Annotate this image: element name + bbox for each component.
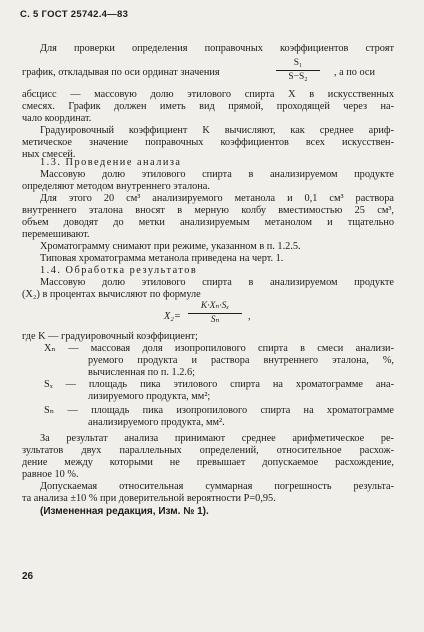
para3-line6: перемешивают. — [22, 229, 90, 240]
where-k: где K — градуировочный коэффициент; — [22, 331, 198, 342]
formula-fraction — [188, 301, 242, 326]
where-sn-line1: Sₙ — площадь пика изопропилового спирта на хроматограмме — [44, 405, 394, 416]
para2-line2: метическое значение поправочных коэффициентов всех искусствен- — [22, 137, 394, 148]
para3-line1: Массовую долю этилового спирта в анализируемом продукте — [40, 169, 394, 180]
para4-line2: (X₂) в процентах вычисляют по формуле — [22, 289, 201, 300]
para1-line2b: , а по оси — [334, 67, 376, 78]
formula-denominator: Sₙ — [210, 315, 220, 325]
para2-line3: ных смесей. — [22, 149, 76, 160]
where-sx-line2: лизируемого продукта, мм²; — [88, 391, 211, 402]
para5-line4: равное 10 %. — [22, 469, 79, 480]
fraction-s1 — [276, 58, 320, 83]
para5-line6: та анализа ±10 % при доверительной вероятности P=0,95. — [22, 493, 276, 504]
para3-line7: Хроматограмму снимают при режиме, указанном в п. 1.2.5. — [40, 241, 301, 252]
para2-line1: Градуировочный коэффициент K вычисляют, как среднее ариф- — [40, 125, 394, 136]
where-xn-line2: руемого продукта и раствора внутреннего эталона, %, — [88, 355, 394, 366]
section-1-4-heading: 1.4. Обработка результатов — [40, 265, 198, 276]
para1-line4: смесях. График должен иметь вид прямой, проходящей через на- — [22, 101, 394, 112]
para1-line3: абсцисс — массовую долю этилового спирта X в искусственных — [22, 89, 394, 100]
para5-line3: дение между которыми не превышает допускаемое расхождение, — [22, 457, 394, 468]
para5-line2: зультатов двух параллельных определений, относительное расхож- — [22, 445, 394, 456]
para3-line2: определяют методом внутреннего эталона. — [22, 181, 210, 192]
para3-line3: Для этого 20 см³ анализируемого метанола и 0,1 см³ раствора — [40, 193, 394, 204]
formula-lhs: X₂= — [164, 311, 181, 322]
para5-line5: Допускаемая относительная суммарная погрешность результа- — [40, 481, 394, 492]
para5-line1: За результат анализа принимают среднее арифметическое ре- — [40, 433, 394, 444]
where-xn-line3: вычисленная по п. 1.2.6; — [88, 367, 195, 378]
where-sx-line1: Sₓ — площадь пика этилового спирта на хроматограмме ана- — [44, 379, 394, 390]
edition-note: (Измененная редакция, Изм. № 1). — [40, 506, 209, 517]
formula-comma: , — [248, 311, 251, 322]
fraction-bar — [276, 70, 320, 71]
para3-line4: внутреннего эталона вносят в мерную колбу вместимостью 25 см³, — [22, 205, 394, 216]
para3-line8: Типовая хроматограмма метанола приведена на черт. 1. — [40, 253, 284, 264]
fraction-numerator: S₁ — [293, 58, 303, 68]
where-sn-line2: анализируемого продукта, мм². — [88, 417, 225, 428]
para3-line5: объем доводят до метки анализируемым метанолом и тщательно — [22, 217, 394, 228]
para1-line2a: график, откладывая по оси ординат значения — [22, 67, 220, 78]
where-xn-line1: Xₙ — массовая доля изопропилового спирта в смеси анализи- — [44, 343, 394, 354]
para1-line5: чало координат. — [22, 113, 92, 124]
page-number: 26 — [22, 571, 34, 582]
fraction-denominator: S−S₂ — [288, 72, 308, 82]
formula-bar — [188, 313, 242, 314]
para4-line1: Массовую долю этилового спирта в анализируемом продукте — [40, 277, 394, 288]
section-1-3-heading: 1.3. Проведение анализа — [40, 157, 182, 168]
page-header: С. 5 ГОСТ 25742.4—83 — [20, 9, 129, 20]
para1-line1: Для проверки определения поправочных коэффициентов строят — [40, 43, 394, 54]
formula-numerator: K·Xₙ·Sₓ — [200, 301, 230, 311]
